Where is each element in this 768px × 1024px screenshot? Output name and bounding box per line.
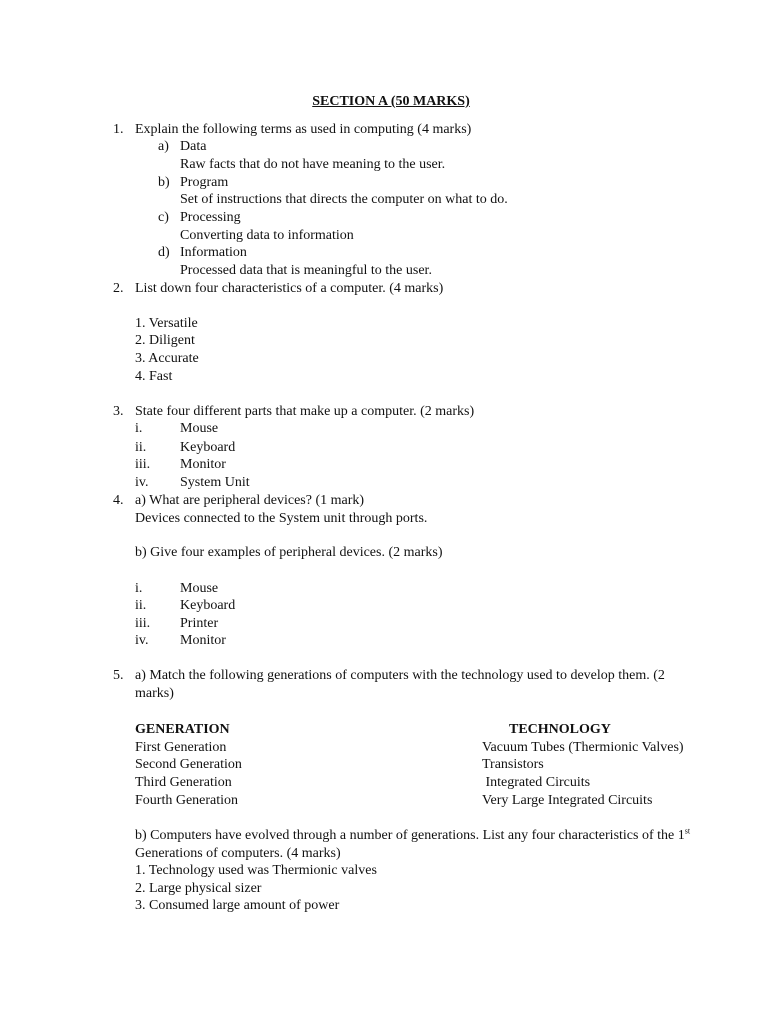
q4-item-4-label: iv. (135, 633, 149, 648)
question-5-number: 5. (113, 668, 124, 683)
table-row-3-technology: Integrated Circuits (482, 775, 591, 790)
table-row-2-generation: Second Generation (135, 757, 242, 772)
question-1-text: Explain the following terms as used in computing (4 marks) (135, 122, 472, 137)
table-row-4-generation: Fourth Generation (135, 793, 239, 808)
q3-item-3-label: iii. (135, 457, 151, 472)
table-header-generation: GENERATION (135, 722, 230, 737)
superscript-st: st (684, 826, 691, 836)
q1-item-b-label: b) (158, 175, 170, 190)
question-3-text: State four different parts that make up a computer. (2 marks) (135, 404, 475, 419)
q1-item-b-term: Program (180, 175, 229, 190)
q4-item-2-label: ii. (135, 598, 147, 613)
q5b-answer-1: 1. Technology used was Thermionic valves (135, 863, 377, 878)
question-5a-text-line2: marks) (135, 686, 174, 701)
table-row-1-technology: Vacuum Tubes (Thermionic Valves) (482, 740, 684, 755)
q1-item-d-term: Information (180, 245, 247, 260)
question-3-number: 3. (113, 404, 124, 419)
table-row-1-generation: First Generation (135, 740, 227, 755)
question-5a-text-line1: a) Match the following generations of computers with the technology used to develop them. (2 (135, 668, 665, 683)
question-4a-answer: Devices connected to the System unit through ports. (135, 511, 428, 526)
q3-item-4-label: iv. (135, 475, 149, 490)
q4-item-1-label: i. (135, 581, 143, 596)
q3-item-3-text: Monitor (180, 457, 226, 472)
question-4-number: 4. (113, 493, 124, 508)
question-2-text: List down four characteristics of a computer. (4 marks) (135, 281, 444, 296)
q5b-answer-3: 3. Consumed large amount of power (135, 898, 340, 913)
q2-answer-3: 3. Accurate (135, 351, 199, 366)
q1-item-a-label: a) (158, 139, 169, 154)
q1-item-c-term: Processing (180, 210, 241, 225)
q1-item-c-label: c) (158, 210, 169, 225)
q5b-answer-2: 2. Large physical sizer (135, 881, 262, 896)
q2-answer-2: 2. Diligent (135, 333, 195, 348)
q1-item-a-definition: Raw facts that do not have meaning to the user. (180, 157, 446, 172)
question-4b-text: b) Give four examples of peripheral devices. (2 marks) (135, 545, 443, 560)
q4-item-4-text: Monitor (180, 633, 226, 648)
q1-item-d-label: d) (158, 245, 170, 260)
q3-item-2-label: ii. (135, 440, 147, 455)
q1-item-c-definition: Converting data to information (180, 228, 354, 243)
q4-item-3-label: iii. (135, 616, 151, 631)
q1-item-d-definition: Processed data that is meaningful to the user. (180, 263, 432, 278)
table-header-technology: TECHNOLOGY (509, 722, 611, 737)
q3-item-2-text: Keyboard (180, 440, 236, 455)
q4-item-1-text: Mouse (180, 581, 219, 596)
question-4a-text: a) What are peripheral devices? (1 mark) (135, 493, 365, 508)
question-1-number: 1. (113, 122, 124, 137)
question-5b-text-line2: Generations of computers. (4 marks) (135, 846, 341, 861)
table-row-4-technology: Very Large Integrated Circuits (482, 793, 653, 808)
table-row-2-technology: Transistors (482, 757, 544, 772)
q1-item-b-definition: Set of instructions that directs the computer on what to do. (180, 192, 508, 207)
q4-item-2-text: Keyboard (180, 598, 236, 613)
question-5b-text-line1-main: b) Computers have evolved through a number of generations. List any four characteristics of the 1 (135, 828, 685, 843)
q4-item-3-text: Printer (180, 616, 219, 631)
q3-item-1-label: i. (135, 421, 143, 436)
question-2-number: 2. (113, 281, 124, 296)
q2-answer-4: 4. Fast (135, 369, 173, 384)
question-5b-text-line1 (135, 827, 690, 844)
q2-answer-1: 1. Versatile (135, 316, 198, 331)
q3-item-4-text: System Unit (180, 475, 250, 490)
q3-item-1-text: Mouse (180, 421, 219, 436)
q1-item-a-term: Data (180, 139, 207, 154)
table-row-3-generation: Third Generation (135, 775, 232, 790)
section-title: SECTION A (50 MARKS) (312, 94, 470, 109)
